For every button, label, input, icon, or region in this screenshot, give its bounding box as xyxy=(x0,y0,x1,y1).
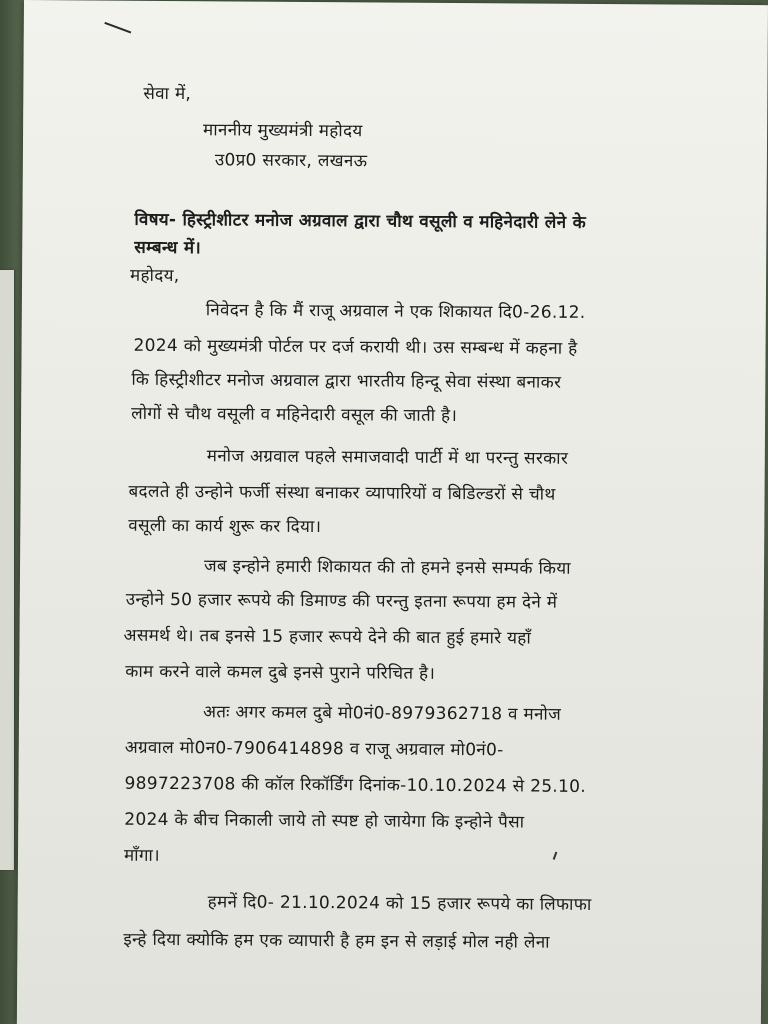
para1-line-2: 2024 को मुख्यमंत्री पोर्टल पर दर्ज करायी थी। उस सम्बन्ध में कहना है xyxy=(133,335,578,359)
para3-line-2: उन्होने 50 हजार रूपये की डिमाण्ड की परन्तु इतना रूपया हम देने में xyxy=(125,589,558,613)
para1-line-4: लोगों से चौथ वसूली व महिनेदारी वसूल की जाती है। xyxy=(131,403,458,427)
para5-line-2: इन्हे दिया क्योकि हम एक व्यापारी है हम इन से लड़ाई मोल नही लेना xyxy=(123,929,550,953)
para1-line-1: निवेदन है कि मैं राजू अग्रवाल ने एक शिकायत दि0-26.12. xyxy=(205,300,586,323)
para2-line-1: मनोज अग्रवाल पहले समाजवादी पार्टी में था परन्तु सरकार xyxy=(206,446,569,469)
para2-line-2: बदलते ही उन्होने फर्जी संस्था बनाकर व्यापारियों व बिडिल्डरों से चौथ xyxy=(128,481,556,505)
para4-line-1: अतः अगर कमल दुबे मो0नं0-8979362718 व मनोज xyxy=(202,702,562,725)
salutation-to: सेवा में, xyxy=(143,83,192,105)
letter-body xyxy=(123,71,754,953)
para3-line-4: काम करने वाले कमल दुबे इनसे पुराने परिचित है। xyxy=(125,661,436,684)
pen-mark xyxy=(104,22,131,34)
underlying-paper-sheet xyxy=(0,270,14,870)
para4-line-5: माँगा। xyxy=(123,845,160,866)
recipient-line-1: माननीय मुख्यमंत्री महोदय xyxy=(203,120,363,142)
para2-line-3: वसूली का कार्य शुरू कर दिया। xyxy=(128,515,322,538)
para1-line-3: कि हिस्ट्रीशीटर मनोज अग्रवाल द्वारा भारतीय हिन्दू सेवा संस्था बनाकर xyxy=(131,369,562,393)
para4-line-3: 9897223708 की कॉल रिकॉर्डिंग दिनांक-10.10.2024 से 25.10. xyxy=(124,773,587,797)
para3-line-1: जब इन्होने हमारी शिकायत की तो हमने इनसे सम्पर्क किया xyxy=(203,556,571,579)
para4-line-2: अग्रवाल मो0न0-7906414898 व राजू अग्रवाल मो0नं0- xyxy=(124,737,504,761)
para5-line-1: हमनें दि0- 21.10.2024 को 15 हजार रूपये का लिफाफा xyxy=(207,892,592,915)
greeting: महोदय, xyxy=(130,265,180,287)
stray-ink-mark xyxy=(553,852,558,860)
para4-line-4: 2024 के बीच निकाली जाये तो स्पष्ट हो जायेगा कि इन्होने पैसा xyxy=(124,809,525,833)
subject-line-2: सम्बन्ध में। xyxy=(134,237,202,259)
letter-page xyxy=(17,0,768,1024)
subject-line-1: विषय- हिस्ट्रीशीटर मनोज अग्रवाल द्वारा चौथ वसूली व महिनेदारी लेने के xyxy=(134,209,587,233)
recipient-line-2: उ0प्र0 सरकार, लखनऊ xyxy=(214,150,368,172)
para3-line-3: असमर्थ थे। तब इनसे 15 हजार रूपये देने की बात हुई हमारे यहाँ xyxy=(123,625,532,649)
